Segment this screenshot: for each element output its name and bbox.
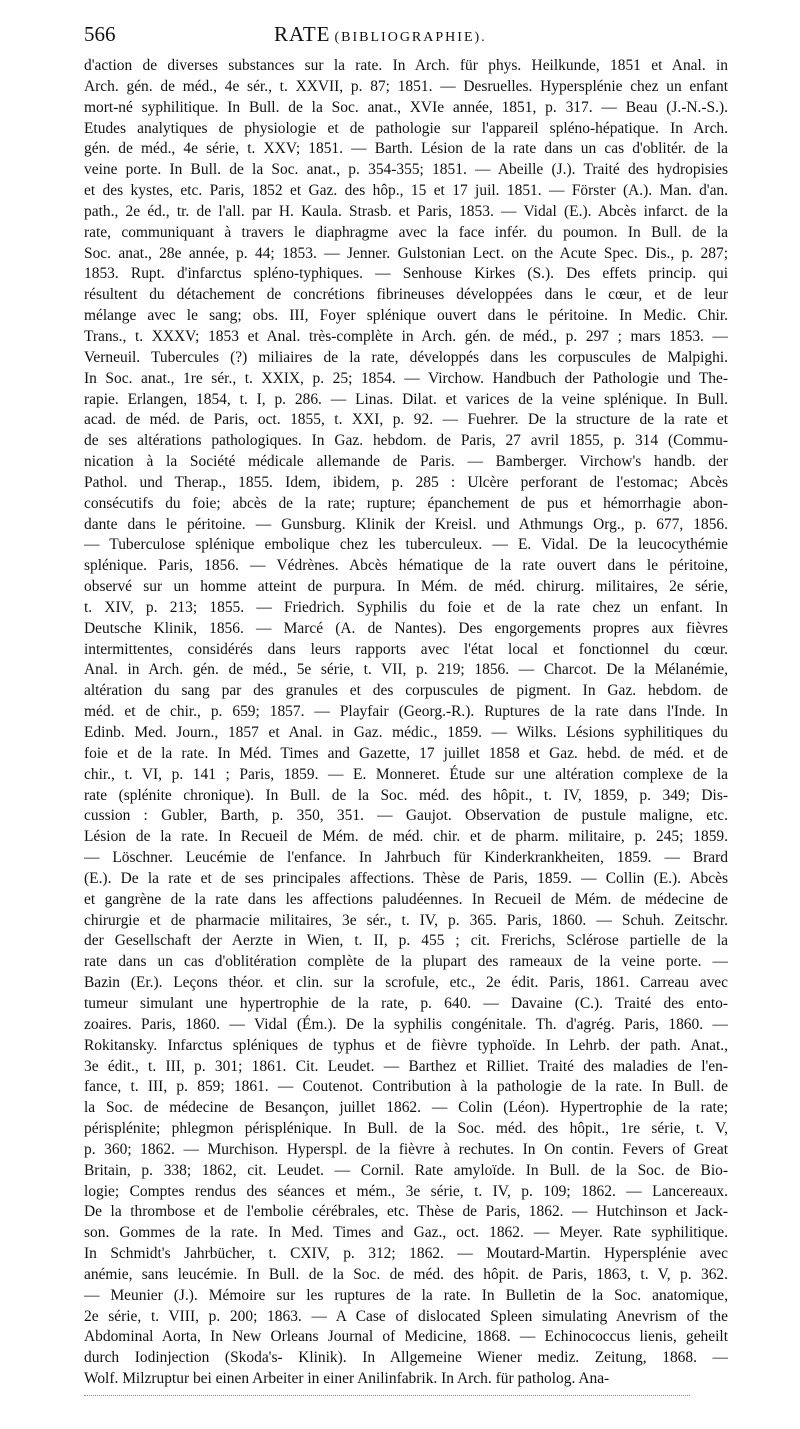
text-line: Bazin (Er.). Leçons théor. et clin. sur la scrofule, etc., 2e édit. Paris, 1861. Carreau avec — [84, 974, 728, 992]
text-line: (E.). De la rate et de ses principales affections. Thèse de Paris, 1859. — Collin (E.). Abcès — [84, 869, 728, 887]
text-line: son. Gommes de la rate. In Med. Times and Gaz., oct. 1862. — Meyer. Rate syphilitique. — [84, 1224, 728, 1242]
running-header — [84, 22, 728, 50]
page-number: 566 — [84, 22, 116, 46]
text-line: périsplénite; phlegmon périsplénique. In Bull. de la Soc. méd. des hôpit., 1re série, t. V, — [84, 1120, 728, 1138]
text-line: Etudes analytiques de physiologie et de pathologie sur l'appareil spléno-hépatique. In Arch. — [84, 119, 728, 137]
text-line: durch Iodinjection (Skoda's- Klinik). In Allgemeine Wiener mediz. Zeitung, 1868. — — [84, 1349, 728, 1367]
text-line: Lésion de la rate. In Recueil de Mém. de méd. chir. et de pharm. militaire, p. 245; 1859. — [84, 828, 728, 846]
text-line: consécutifs du foie; abcès de la rate; rupture; épanchement de pus et hémorrhagie abon- — [84, 494, 728, 512]
text-line: la Soc. de médecine de Besançon, juillet 1862. — Colin (Léon). Hypertrophie de la rate; — [84, 1099, 728, 1117]
text-line: 1853. Rupt. d'infarctus spléno-typhiques. — Senhouse Kirkes (S.). Des effets princip. qui — [84, 265, 728, 283]
text-line: anémie, sans leucémie. In Bull. de la Soc. de méd. des hôpit. de Paris, 1863, t. V, p. 362. — [84, 1265, 728, 1283]
text-line: gén. de méd., 4e série, t. XXV; 1851. — Barth. Lésion de la rate dans un cas d'oblitér. de la — [84, 140, 728, 158]
text-line: nication à la Société médicale allemande de Paris. — Bamberger. Virchow's handb. der — [84, 453, 728, 471]
text-line: — Meunier (J.). Mémoire sur les ruptures de la rate. In Bulletin de la Soc. anatomique, — [84, 1286, 728, 1304]
text-line: Verneuil. Tubercules (?) miliaires de la rate, développés dans les corpuscules de Malpighi. — [84, 348, 728, 366]
text-line: zoaires. Paris, 1860. — Vidal (Ém.). De la syphilis congénitale. Th. d'agrég. Paris, 1860. — — [84, 1015, 728, 1033]
text-line: foie et de la rate. In Méd. Times and Gazette, 17 juillet 1858 et Gaz. hebd. de méd. et de — [84, 744, 728, 762]
running-title: RATE — [274, 22, 331, 46]
text-line: Anal. in Arch. gén. de méd., 5e série, t. VII, p. 219; 1856. — Charcot. De la Mélanémie, — [84, 661, 728, 679]
text-line: veine porte. In Bull. de la Soc. anat., p. 354-355; 1851. — Abeille (J.). Traité des hydropisies — [84, 161, 728, 179]
text-line: tumeur simulant une hypertrophie de la rate, p. 640. — Davaine (C.). Traité des ento- — [84, 994, 728, 1012]
text-line: 2e série, t. VIII, p. 200; 1863. — A Case of dislocated Spleen simulating Anevrism of the — [84, 1307, 728, 1325]
text-line: chir., t. VI, p. 141 ; Paris, 1859. — E. Monneret. Étude sur une altération complexe de la — [84, 765, 728, 783]
footer-rule — [84, 1395, 690, 1396]
bibliography-text — [84, 56, 728, 1390]
text-line: altération du sang par des granules et des corpuscules de pigment. In Gaz. hebdom. de — [84, 682, 728, 700]
text-line: intermittentes, considérés dans leurs rapports avec l'état local et fonctionnel du cœur. — [84, 640, 728, 658]
text-line: Trans., t. XXXV; 1853 et Anal. très-complète in Arch. gén. de méd., p. 297 ; mars 1853. — — [84, 327, 728, 345]
text-line: path., 2e éd., tr. de l'all. par H. Kaula. Strasb. et Paris, 1853. — Vidal (E.). Abcès infarct. de la — [84, 202, 728, 220]
text-line: Abdominal Aorta, In New Orleans Journal of Medicine, 1868. — Echinococcus lienis, geheilt — [84, 1328, 728, 1346]
running-subtitle: (BIBLIOGRAPHIE). — [334, 30, 487, 45]
text-line: der Gesellschaft der Aerzte in Wien, t. II, p. 455 ; cit. Frerichs, Sclérose partielle de la — [84, 932, 728, 950]
text-line: cussion : Gubler, Barth, p. 350, 351. — Gaujot. Observation de pustule maligne, etc. — [84, 807, 728, 825]
text-line: Rokitansky. Infarctus spléniques de typhus et de fièvre typhoïde. In Lehrb. der path. Anat., — [84, 1036, 728, 1054]
text-line: Pathol. und Therap., 1855. Idem, ibidem, p. 285 : Ulcère perforant de l'estomac; Abcès — [84, 473, 728, 491]
text-line: In Soc. anat., 1re sér., t. XXIX, p. 25; 1854. — Virchow. Handbuch der Pathologie und The- — [84, 369, 728, 387]
text-line: Britain, p. 338; 1862, cit. Leudet. — Cornil. Rate amyloïde. In Bull. de la Soc. de Bio- — [84, 1161, 728, 1179]
text-line: observé sur un homme atteint de purpura. In Mém. de méd. chirurg. militaires, 2e série, — [84, 578, 728, 596]
text-line: rapie. Erlangen, 1854, t. I, p. 286. — Linas. Dilat. et varices de la veine splénique. In Bull. — [84, 390, 728, 408]
text-line: dante dans le péritoine. — Gunsburg. Klinik der Kreisl. und Athmungs Org., p. 677, 1856. — [84, 515, 728, 533]
text-line: fance, t. III, p. 859; 1861. — Coutenot. Contribution à la pathologie de la rate. In Bull. de — [84, 1078, 728, 1096]
text-line: Edinb. Med. Journ., 1857 et Anal. in Gaz. médic., 1859. — Wilks. Lésions syphilitiques du — [84, 724, 728, 741]
text-line: Arch. gén. de méd., 4e sér., t. XXVII, p. 87; 1851. — Desruelles. Hypersplénie chez un enfant — [84, 77, 728, 95]
text-line: In Schmidt's Jahrbücher, t. CXIV, p. 312; 1862. — Moutard-Martin. Hypersplénie avec — [84, 1245, 728, 1263]
text-line: Soc. anat., 28e année, p. 44; 1853. — Jenner. Gulstonian Lect. on the Acute Spec. Dis., p. 287; — [84, 244, 728, 262]
text-line: et des kystes, etc. Paris, 1852 et Gaz. des hôp., 15 et 17 juil. 1851. — Förster (A.). Man. d'an. — [84, 182, 728, 200]
text-line: résultent du détachement de concrétions fibrineuses développées dans le cœur, et de leur — [84, 286, 728, 304]
text-line: acad. de méd. de Paris, oct. 1855, t. XXI, p. 92. — Fuehrer. De la structure de la rate et — [84, 411, 728, 429]
text-line: De la thrombose et de l'embolie cérébrales, etc. Thèse de Paris, 1862. — Hutchinson et Jack- — [84, 1203, 728, 1221]
text-line: rate, communiquant à travers le diaphragme avec la face infér. du poumon. In Bull. de la — [84, 223, 728, 241]
text-line: de ses altérations pathologiques. In Gaz. hebdom. de Paris, 27 avril 1855, p. 314 (Commu- — [84, 432, 728, 450]
text-line: mélange avec le sang; obs. III, Foyer splénique ouvert dans le péritoine. In Medic. Chir. — [84, 307, 728, 325]
text-line: rate dans un cas d'oblitération complète de la plupart des rameaux de la veine porte. — — [84, 953, 728, 971]
text-line: rate (splénite chronique). In Bull. de la Soc. méd. des hôpit., t. IV, 1859, p. 349; Dis- — [84, 786, 728, 804]
text-line: — Tuberculose splénique embolique chez les tuberculeux. — E. Vidal. De la leucocythémie — [84, 536, 728, 554]
text-line: mort-né syphilitique. In Bull. de la Soc. anat., XVIe année, 1851, p. 317. — Beau (J.-N.-S.). — [84, 98, 728, 116]
text-line: logie; Comptes rendus des séances et mém., 3e série, t. IV, p. 109; 1862. — Lancereaux. — [84, 1182, 728, 1200]
text-line: d'action de diverses substances sur la rate. In Arch. für phys. Heilkunde, 1851 et Anal. in — [84, 57, 728, 74]
text-line: chirurgie et de pharmacie militaires, 3e sér., t. IV, p. 365. Paris, 1860. — Schuh. Zeitschr. — [84, 911, 728, 929]
text-line: Wolf. Milzruptur bei einen Arbeiter in einer Anilinfabrik. In Arch. für patholog. Ana- — [84, 1370, 610, 1388]
text-line: méd. et de chir., p. 659; 1857. — Playfair (Georg.-R.). Ruptures de la rate dans l'Inde. In — [84, 703, 728, 721]
text-line: — Löschner. Leucémie de l'enfance. In Jahrbuch für Kinderkrankheiten, 1859. — Brard — [84, 849, 728, 867]
text-line: splénique. Paris, 1856. — Védrènes. Abcès hématique de la rate ouvert dans le péritoine, — [84, 557, 728, 575]
text-line: Deutsche Klinik, 1856. — Marcé (A. de Nantes). Des engorgements propres aux fièvres — [84, 619, 728, 637]
text-line: 3e édit., t. III, p. 301; 1861. Cit. Leudet. — Barthez et Rilliet. Traité des maladies de l'en- — [84, 1057, 728, 1075]
text-line: et gangrène de la rate dans les affections paludéennes. In Recueil de Mém. de médecine de — [84, 890, 728, 908]
text-line: t. XIV, p. 213; 1855. — Friedrich. Syphilis du foie et de la rate chez un enfant. In — [84, 598, 728, 616]
text-line: p. 360; 1862. — Murchison. Hyperspl. de la fièvre à rechutes. In On contin. Fevers of Great — [84, 1140, 728, 1158]
